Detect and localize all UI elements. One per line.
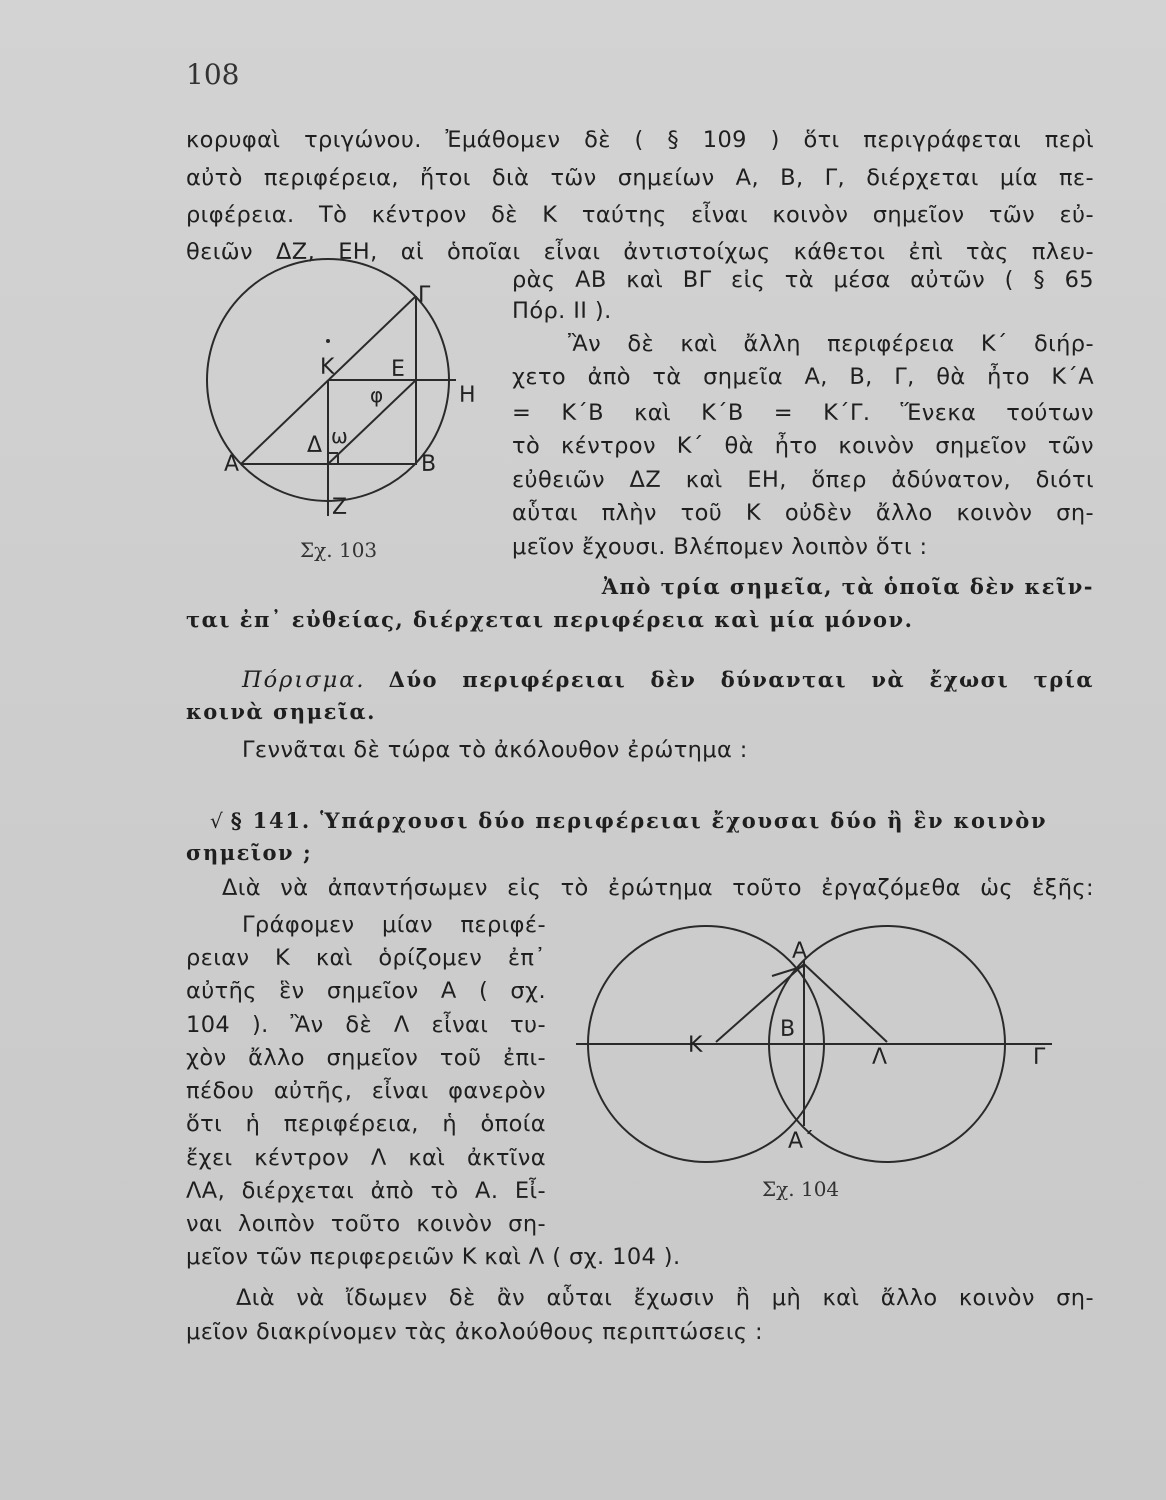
label-K: Κ [320,355,335,380]
label-G: Γ [418,283,431,308]
label-A: Α [792,939,808,964]
text-line: θειῶν ΔΖ, ΕΗ, αἱ ὁποῖαι εἶναι ἀντιστοίχως κάθετοι ἐπὶ τὰς πλευ- [186,239,1094,265]
text-line: Διὰ νὰ ἀπαντήσωμεν εἰς τὸ ἐρώτημα τοῦτο ἐργαζόμεθα ὡς ἑξῆς: [222,875,1094,901]
label-G: Γ [1033,1045,1046,1070]
text-line: = Κ΄Β καὶ Κ΄Β = Κ΄Γ. Ἕνεκα τούτων [512,400,1094,426]
text-line: Γράφομεν μίαν περιφέ- [242,912,546,938]
text-line: μεῖον διακρίνομεν τὰς ἀκολούθους περιπτώσεις : [186,1319,763,1345]
text-line: αὐτῆς ἓν σημεῖον Α ( σχ. [186,978,546,1004]
section-title: σημεῖον ; [186,840,313,865]
figure-103 [180,262,476,522]
label-phi: φ [370,383,384,407]
text-line: ρὰς ΑΒ καὶ ΒΓ εἰς τὰ μέσα αὐτῶν ( § 65 [512,267,1094,293]
label-A-prime: Α΄ [788,1129,815,1154]
text-line: αὗται πλὴν τοῦ Κ οὐδὲν ἄλλο κοινὸν ση- [512,500,1094,526]
label-L: Λ [872,1045,888,1070]
point-mark [326,339,330,343]
figure-103-caption: Σχ. 103 [300,538,378,562]
text-line: χὸν ἄλλο σημεῖον τοῦ ἐπι- [186,1045,546,1071]
corollary-text: Δύο περιφέρειαι δὲν δύνανται νὰ ἔχωσι τρία [388,667,1094,692]
label-H: Η [459,383,476,408]
label-B: Β [421,452,437,477]
text-line: εὐθειῶν ΔΖ καὶ ΕΗ, ὅπερ ἀδύνατον, διότι [512,467,1094,493]
text-line: μεῖον τῶν περιφερειῶν Κ καὶ Λ ( σχ. 104 ). [186,1244,681,1270]
label-K: Κ [688,1033,703,1058]
check-mark: √ [210,809,224,833]
text-line: ΛΑ, διέρχεται ἀπὸ τὸ Α. Εἶ- [186,1178,546,1204]
label-A: Α [224,452,240,477]
theorem-line: ται ἐπ᾽ εὐθείας, διέρχεται περιφέρεια καὶ μία μόνον. [186,607,914,632]
page-number: 108 [186,58,240,91]
label-E: Ε [391,357,405,382]
text-line: πέδου αὐτῆς, εἶναι φανερὸν [186,1078,546,1104]
text-line: τὸ κέντρον Κ΄ θὰ ἦτο κοινὸν σημεῖον τῶν [512,433,1094,459]
label-Z: Ζ [332,495,348,520]
text-line: 104 ). Ἂν δὲ Λ εἶναι τυ- [186,1012,546,1038]
text-line: Γεννᾶται δὲ τώρα τὸ ἀκόλουθον ἐρώτημα : [242,737,748,763]
figure-104 [576,926,1056,1166]
text-line: ρειαν Κ καὶ ὁρίζομεν ἐπ᾽ [186,945,546,971]
corollary-text: κοινὰ σημεῖα. [186,699,376,724]
text-line: αὐτὸ περιφέρεια, ἤτοι διὰ τῶν σημείων Α, Β, Γ, διέρχεται μία πε- [186,165,1094,191]
label-D: Δ [307,433,323,458]
text-line: κορυφαὶ τριγώνου. Ἐμάθομεν δὲ ( § 109 ) ὅτι περιγράφεται περὶ [186,127,1094,153]
text-line: ναι λοιπὸν τοῦτο κοινὸν ση- [186,1211,546,1237]
theorem-line: Ἀπὸ τρία σημεῖα, τὰ ὁποῖα δὲν κεῖν- [601,574,1094,599]
section-title: § 141. Ὑπάρχουσι δύο περιφέρειαι ἔχουσαι δύο ἢ ἓν κοινὸν [230,808,1048,833]
text-line: ὅτι ἡ περιφέρεια, ἡ ὁποία [186,1111,546,1137]
text-line: μεῖον ἔχουσι. Βλέπομεν λοιπὸν ὅτι : [512,534,928,560]
label-B: Β [780,1017,796,1042]
corollary-label: Πόρισμα. [242,667,366,693]
text-line: Πόρ. ΙΙ ). [512,298,612,324]
corollary-line [242,665,1094,695]
label-omega: ω [331,424,348,448]
text-line: χετο ἀπὸ τὰ σημεῖα Α, Β, Γ, θὰ ἦτο Κ΄Α [512,364,1094,390]
text-line: ἔχει κέντρον Λ καὶ ἀκτῖνα [186,1145,546,1171]
text-line: Ἂν δὲ καὶ ἄλλη περιφέρεια Κ΄ διήρ- [568,331,1094,357]
text-line: ριφέρεια. Τὸ κέντρον δὲ Κ ταύτης εἶναι κοινὸν σημεῖον τῶν εὐ- [186,202,1094,228]
section-heading [210,806,1094,836]
text-line: Διὰ νὰ ἴδωμεν δὲ ἂν αὗται ἔχωσιν ἢ μὴ καὶ ἄλλο κοινὸν ση- [236,1285,1094,1311]
figure-104-caption: Σχ. 104 [762,1177,840,1201]
